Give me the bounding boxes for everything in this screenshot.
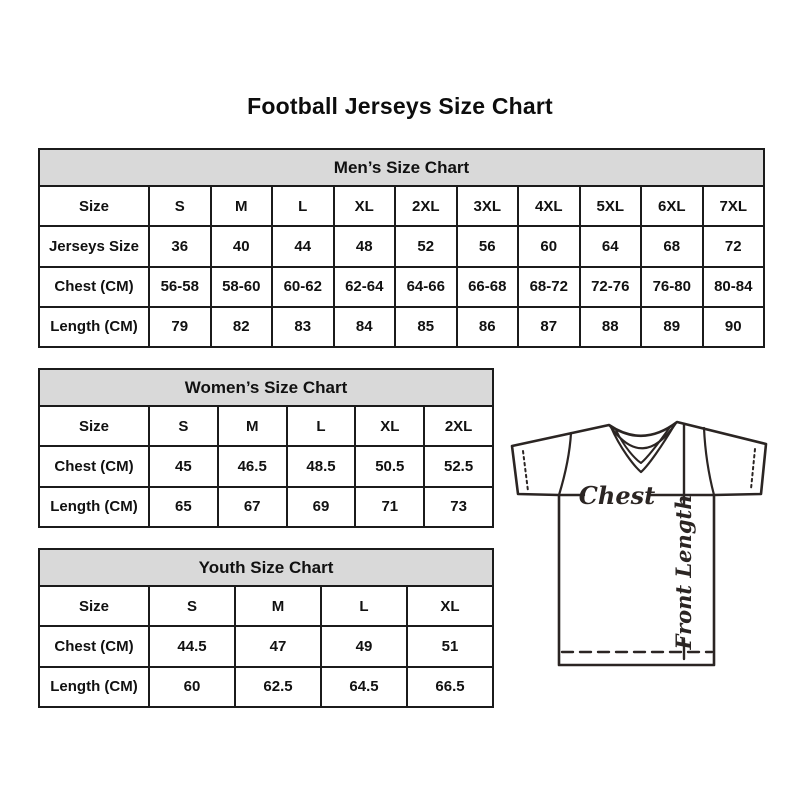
cell-value: 90 — [703, 307, 765, 347]
cell-value: 71 — [355, 487, 424, 527]
cell-value: 46.5 — [218, 446, 287, 486]
mens-size-table — [38, 148, 765, 348]
cell-value: 40 — [211, 226, 273, 266]
cell-value: 88 — [580, 307, 642, 347]
table-row — [39, 446, 493, 486]
cell-value: 51 — [407, 626, 493, 666]
cell-value: XL — [355, 406, 424, 446]
cell-value: 66-68 — [457, 267, 519, 307]
jersey-diagram — [504, 400, 776, 690]
cell-value: 2XL — [395, 186, 457, 226]
cell-value: 76-80 — [641, 267, 703, 307]
row-label: Chest (CM) — [39, 626, 149, 666]
cell-value: XL — [407, 586, 493, 626]
cell-value: 89 — [641, 307, 703, 347]
table-row — [39, 406, 493, 446]
table-title: Youth Size Chart — [39, 549, 493, 586]
cell-value: 66.5 — [407, 667, 493, 707]
cell-value: 79 — [149, 307, 211, 347]
cell-value: L — [272, 186, 334, 226]
cell-value: 65 — [149, 487, 218, 527]
chest-label: Chest — [578, 481, 656, 510]
cell-value: 64-66 — [395, 267, 457, 307]
table-title-row — [39, 549, 493, 586]
cell-value: 7XL — [703, 186, 765, 226]
cell-value: 56 — [457, 226, 519, 266]
cell-value: 6XL — [641, 186, 703, 226]
cell-value: 82 — [211, 307, 273, 347]
cell-value: 62.5 — [235, 667, 321, 707]
cell-value: S — [149, 406, 218, 446]
cell-value: 60 — [149, 667, 235, 707]
table-row — [39, 626, 493, 666]
row-label: Size — [39, 406, 149, 446]
row-label: Length (CM) — [39, 667, 149, 707]
table-row — [39, 267, 764, 307]
cell-value: 87 — [518, 307, 580, 347]
cell-value: 44.5 — [149, 626, 235, 666]
cell-value: 48.5 — [287, 446, 356, 486]
cell-value: 36 — [149, 226, 211, 266]
cell-value: 73 — [424, 487, 493, 527]
armhole-seam-right — [704, 428, 714, 495]
cell-value: S — [149, 186, 211, 226]
table-row — [39, 667, 493, 707]
cell-value: 58-60 — [211, 267, 273, 307]
cell-value: 86 — [457, 307, 519, 347]
row-label: Length (CM) — [39, 307, 149, 347]
youth-size-table — [38, 548, 494, 708]
womens-size-table — [38, 368, 494, 528]
front-length-label: Front Length — [671, 494, 696, 650]
cell-value: 69 — [287, 487, 356, 527]
cell-value: 48 — [334, 226, 396, 266]
cell-value: 64.5 — [321, 667, 407, 707]
cell-value: 52.5 — [424, 446, 493, 486]
row-label: Chest (CM) — [39, 446, 149, 486]
cell-value: 5XL — [580, 186, 642, 226]
cell-value: 68 — [641, 226, 703, 266]
armhole-seam-left — [559, 433, 571, 495]
row-label: Length (CM) — [39, 487, 149, 527]
cell-value: L — [287, 406, 356, 446]
cell-value: XL — [334, 186, 396, 226]
cell-value: L — [321, 586, 407, 626]
table-title-row — [39, 149, 764, 186]
cell-value: 47 — [235, 626, 321, 666]
cell-value: 56-58 — [149, 267, 211, 307]
cell-value: 4XL — [518, 186, 580, 226]
table-row — [39, 186, 764, 226]
cell-value: 85 — [395, 307, 457, 347]
page-title: Football Jerseys Size Chart — [247, 93, 553, 119]
cuff-stitch-right — [751, 449, 755, 489]
table-title: Men’s Size Chart — [39, 149, 764, 186]
cell-value: 62-64 — [334, 267, 396, 307]
cell-value: 49 — [321, 626, 407, 666]
cell-value: S — [149, 586, 235, 626]
row-label: Chest (CM) — [39, 267, 149, 307]
cell-value: 60 — [518, 226, 580, 266]
cell-value: M — [211, 186, 273, 226]
cell-value: 83 — [272, 307, 334, 347]
cell-value: M — [235, 586, 321, 626]
cell-value: M — [218, 406, 287, 446]
cell-value: 67 — [218, 487, 287, 527]
cell-value: 50.5 — [355, 446, 424, 486]
cell-value: 2XL — [424, 406, 493, 446]
cell-value: 3XL — [457, 186, 519, 226]
jersey-outline — [512, 422, 766, 665]
table-title-row — [39, 369, 493, 406]
cell-value: 80-84 — [703, 267, 765, 307]
table-title: Women’s Size Chart — [39, 369, 493, 406]
row-label: Size — [39, 586, 149, 626]
cuff-stitch-left — [523, 451, 528, 491]
cell-value: 72-76 — [580, 267, 642, 307]
cell-value: 60-62 — [272, 267, 334, 307]
cell-value: 84 — [334, 307, 396, 347]
cell-value: 45 — [149, 446, 218, 486]
row-label: Jerseys Size — [39, 226, 149, 266]
table-row — [39, 226, 764, 266]
cell-value: 64 — [580, 226, 642, 266]
table-row — [39, 487, 493, 527]
cell-value: 68-72 — [518, 267, 580, 307]
cell-value: 44 — [272, 226, 334, 266]
table-row — [39, 307, 764, 347]
row-label: Size — [39, 186, 149, 226]
table-row — [39, 586, 493, 626]
cell-value: 52 — [395, 226, 457, 266]
cell-value: 72 — [703, 226, 765, 266]
